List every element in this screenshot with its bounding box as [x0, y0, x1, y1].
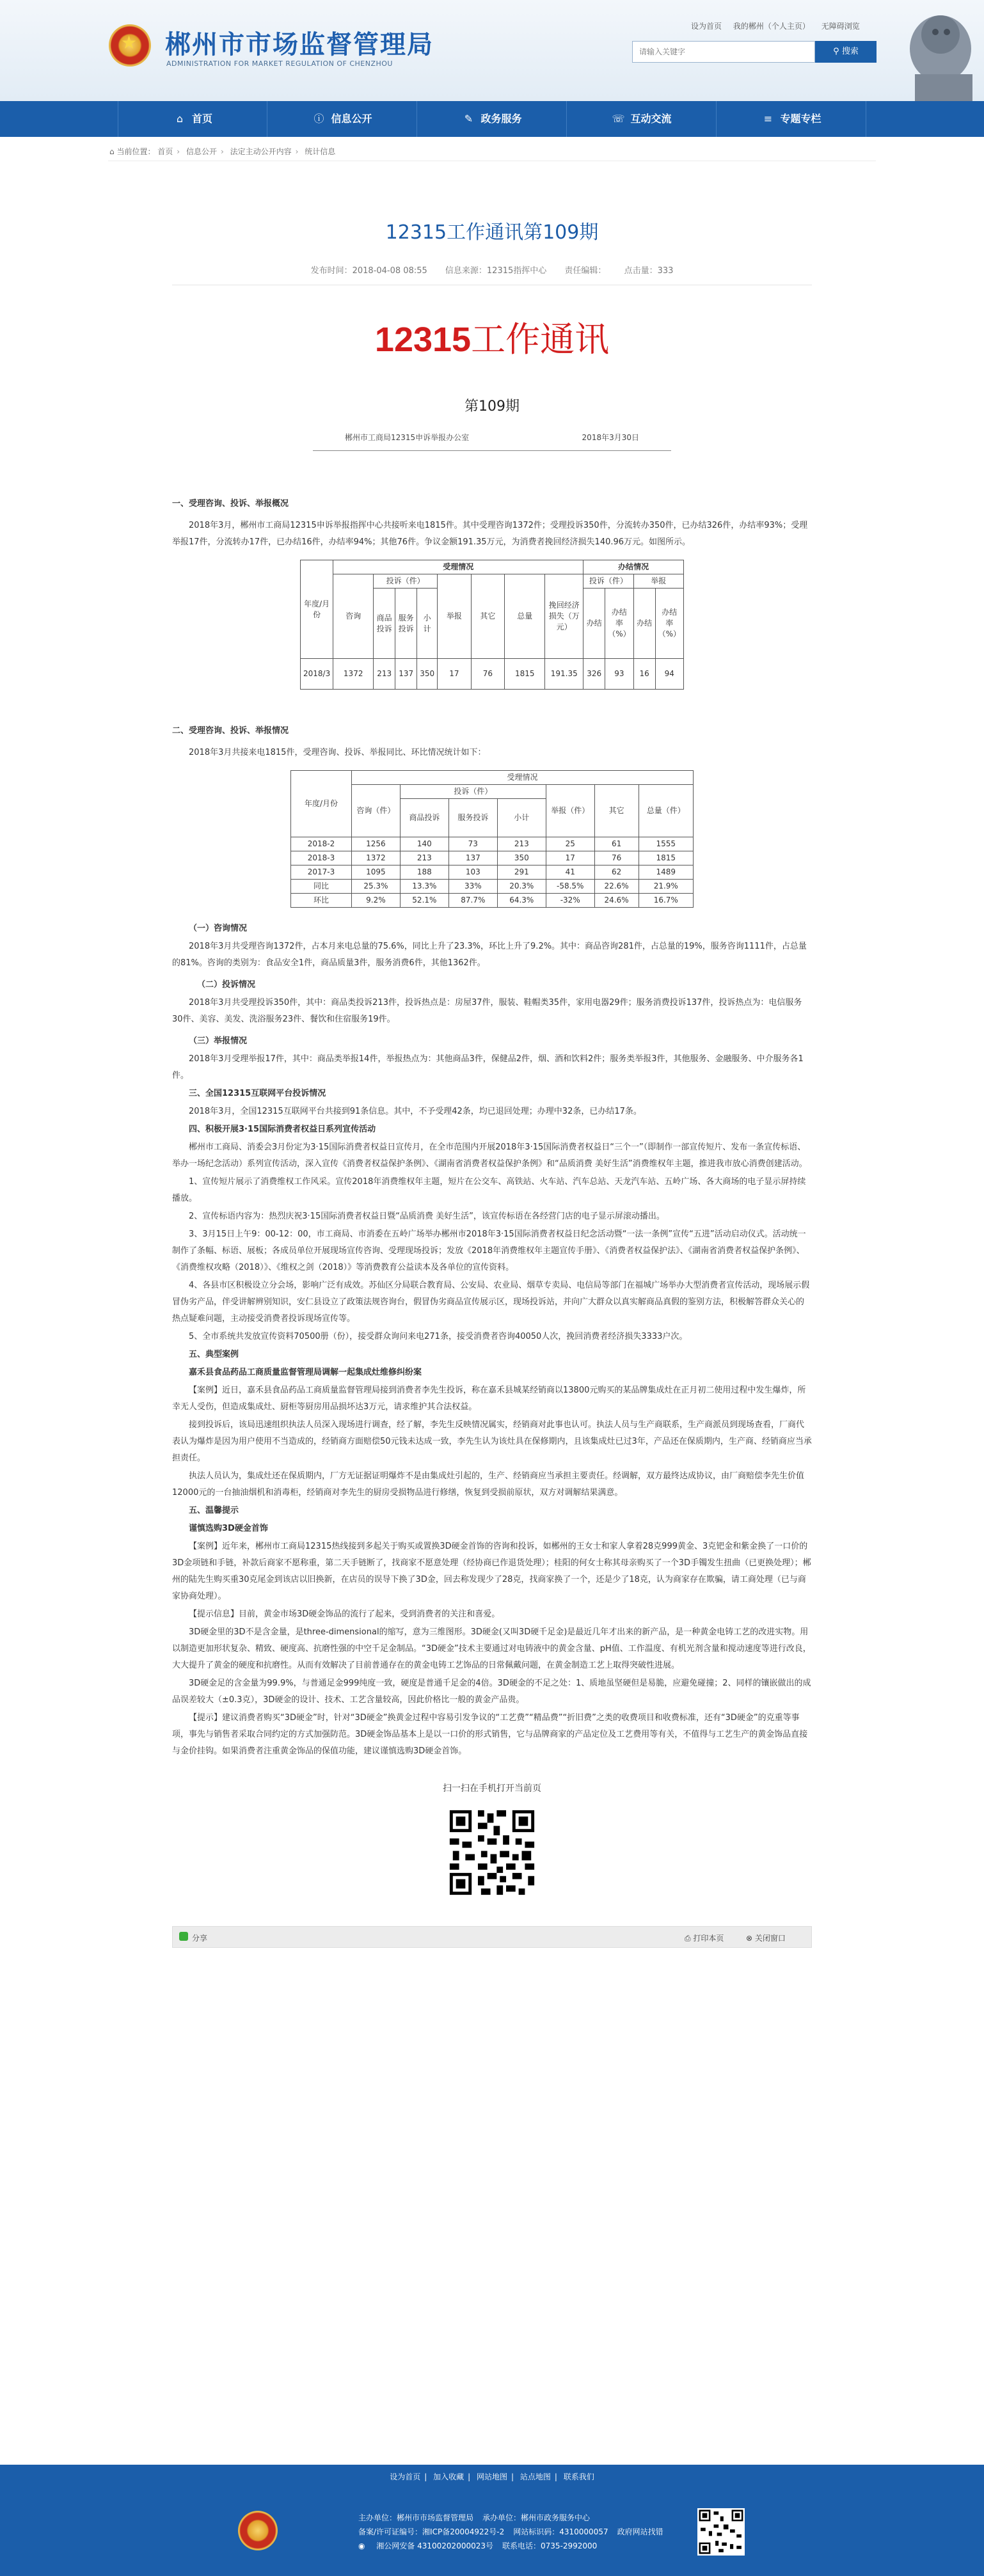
- paragraph: 5、全市系统共发放宣传资料70500册（份），接受群众询问来电271条，接受消费者咨询40050人次，挽回消费者经济损失3333户次。: [189, 1332, 688, 1341]
- tip-title: 谨慎选购3D硬金首饰: [189, 1524, 268, 1533]
- table-cell: 73: [448, 837, 497, 851]
- table-group-header: 受理情况: [351, 771, 693, 785]
- table-cell: 同比: [291, 880, 352, 894]
- printer-icon: ⎙: [685, 1934, 694, 1943]
- paragraph: 2018年3月共接来电1815件，受理咨询、投诉、举报同比、环比情况统计如下：: [189, 748, 486, 757]
- newsletter-number: 12315: [374, 320, 472, 359]
- section-heading: 三、全国12315互联网平台投诉情况: [189, 1089, 326, 1098]
- table-cell: 17: [546, 851, 594, 865]
- table-cell: 350: [417, 659, 438, 690]
- article-title: 12315工作通讯第109期: [385, 221, 599, 244]
- table-cell: 2018-2: [291, 837, 352, 851]
- table-header-cell: 举报: [438, 574, 472, 659]
- paragraph: 2018年3月共受理投诉350件，其中：商品类投诉213件，投诉热点是：房屋37件，服装、鞋帽类35件，家用电器29件；服务消费投诉137件，投诉热点为：电信服务30件、美容、美发、洗浴服务23件、餐饮和住宿服务19件。: [172, 998, 802, 1024]
- table-cell: 64.3%: [497, 894, 546, 908]
- table-header-cell: 办结: [633, 589, 655, 659]
- table-header-cell: 举报（件）: [546, 785, 594, 837]
- print-label: 打印本页: [693, 1934, 724, 1943]
- comparison-table: [290, 770, 694, 908]
- subsection-heading: （一）咨询情况: [189, 924, 248, 933]
- site-subtitle: ADMINISTRATION FOR MARKET REGULATION OF CHENZHOU: [166, 59, 393, 68]
- police-record[interactable]: 湘公网安备 43100202000023号: [376, 2541, 493, 2550]
- summary-table: [300, 560, 684, 690]
- set-homepage-link[interactable]: 设为首页: [691, 22, 722, 31]
- layers-icon: ≡: [763, 113, 773, 125]
- undertaker: 承办单位：郴州市政务服务中心: [482, 2513, 591, 2522]
- nav-interaction-label: 互动交流: [630, 113, 672, 125]
- table-cell: 87.7%: [448, 894, 497, 908]
- my-chenzhou-link[interactable]: 我的郴州（个人主页）: [733, 22, 810, 31]
- table-cell: 1489: [639, 865, 693, 880]
- table-cell: 41: [546, 865, 594, 880]
- section-heading: 二、受理咨询、投诉、举报情况: [172, 726, 289, 736]
- wechat-share-icon[interactable]: [179, 1932, 188, 1941]
- nav-interaction[interactable]: [567, 101, 717, 137]
- nav-topics-label: 专题专栏: [780, 113, 821, 125]
- footer-link[interactable]: 站点地图: [520, 2472, 551, 2481]
- search-input[interactable]: [632, 41, 815, 63]
- breadcrumb-separator: ›: [220, 147, 224, 156]
- article-body: [172, 496, 812, 1760]
- table-header-cell: 服务投诉: [448, 799, 497, 837]
- paragraph: 【提示信息】目前，黄金市场3D硬金饰品的流行了起来，受到消费者的关注和喜爱。: [189, 1609, 500, 1619]
- site-name[interactable]: 郴州市市场监督管理局: [165, 30, 434, 59]
- table-cell: 1815: [505, 659, 545, 690]
- paragraph: 3、3月15日上午9：00-12：00，市工商局、市消委在五岭广场举办郴州市2018年3·15国际消费者权益日纪念活动暨“一法一条例”宣传“五进”活动启动仪式。活动统一制作了条幅、标语、展板；各成员单位开展现场宣传咨询、受理现场投诉；发放《2018年消费维权年主题宣传手册》、《消费者权益保护法》、《湖南省消费者权益保护条例》、《消费维权攻略（2018）》、《维权之剑（2018）》等消费教育公益读本及各单位的宣传资料。: [172, 1229, 806, 1272]
- nav-info-public[interactable]: [267, 101, 417, 137]
- main-nav: [0, 101, 984, 137]
- top-links: [691, 20, 869, 31]
- table-cell: 62: [594, 865, 639, 880]
- table-header-cell: 其它: [471, 574, 505, 659]
- paragraph: 【提示】建议消费者购买“3D硬金”时，针对“3D硬金”换黄金过程中容易引发争议的“工艺费”“精品费”“折旧费”之类的收费项目和收费标准，还有“3D硬金”的克重等事项，事先与销售者采取合同约定的方式加强防范。3D硬金饰品基本上是以一口价的形式销售，它与品牌商家的产品定位及工艺费用等有关，不值得与工艺生产的黄金饰品直接与金价挂钩。如果消费者注重黄金饰品的保值功能，建议谨慎选购3D硬金首饰。: [172, 1713, 808, 1756]
- icp-number[interactable]: 备案/许可证编号：湘ICP备20004922号-2: [358, 2527, 505, 2536]
- close-window-button[interactable]: [746, 1932, 786, 1943]
- paragraph: 2018年3月共受理咨询1372件，占本月来电总量的75.6%，同比上升了23.3%，环比上升了9.2%。其中：商品咨询281件，占总量的19%，服务咨询1111件，占总量的81%。咨询的类别为：食品安全1件，商品质量3件，服务消费6件，其他1362件。: [172, 942, 807, 968]
- share-bar: [172, 1926, 812, 1948]
- table-header-cell: 总量: [505, 574, 545, 659]
- table-header-cell: 小计: [417, 589, 438, 659]
- breadcrumb-item[interactable]: 统计信息: [305, 147, 336, 156]
- table-cell: 22.6%: [594, 880, 639, 894]
- table-header-cell: 商品投诉: [374, 589, 395, 659]
- national-emblem-icon: [109, 24, 151, 67]
- breadcrumb: [108, 146, 876, 161]
- breadcrumb-prefix: 当前位置：: [116, 147, 155, 156]
- view-count: 点击量：333: [624, 266, 674, 276]
- site-code: 网站标识码：4310000057: [513, 2527, 608, 2536]
- close-label: 关闭窗口: [754, 1934, 786, 1943]
- footer-info: [358, 2511, 672, 2553]
- paragraph: 2、宣传标语内容为：热烈庆祝3·15国际消费者权益日暨“品质消费 美好生活”，该宣传标语在各经营门店的电子显示屏滚动播出。: [189, 1212, 665, 1221]
- breadcrumb-item[interactable]: 法定主动公开内容: [230, 147, 292, 156]
- qr-code-icon: [447, 1807, 537, 1898]
- table-cell: 76: [594, 851, 639, 865]
- table-cell: 13.3%: [400, 880, 448, 894]
- police-badge-icon: ◉: [358, 2541, 368, 2550]
- edit-icon: ✎: [464, 113, 473, 125]
- table-cell: 1256: [351, 837, 400, 851]
- table-header-cell: 小计: [497, 799, 546, 837]
- table-cell: 1372: [333, 659, 374, 690]
- table-header-cell: 其它: [594, 785, 639, 837]
- table-cell: 1555: [639, 837, 693, 851]
- table-cell: 2018/3: [301, 659, 333, 690]
- table-cell: 103: [448, 865, 497, 880]
- table-header-year: 年度/月份: [301, 560, 333, 659]
- table-cell: 25.3%: [351, 880, 400, 894]
- table-cell: 17: [438, 659, 472, 690]
- table-cell: 52.1%: [400, 894, 448, 908]
- table-cell: 191.35: [545, 659, 583, 690]
- table-header-cell: 办结: [583, 589, 605, 659]
- table-header-cell: 投诉（件）: [400, 785, 546, 799]
- nav-special-topics[interactable]: [717, 101, 866, 137]
- report-error-link[interactable]: 政府网站找错: [617, 2527, 663, 2536]
- issuer-row: [313, 432, 671, 451]
- table-cell: 61: [594, 837, 639, 851]
- info-icon: ⓘ: [313, 113, 324, 125]
- table-cell: 20.3%: [497, 880, 546, 894]
- table-cell: -58.5%: [546, 880, 594, 894]
- case-title: 嘉禾县食品药品工商质量监督管理局调解一起集成灶维修纠纷案: [189, 1368, 422, 1377]
- search-button-label: 搜索: [841, 47, 859, 56]
- table-cell: 140: [400, 837, 448, 851]
- table-header-cell: 总量（件）: [639, 785, 693, 837]
- table-cell: 9.2%: [351, 894, 400, 908]
- table-cell: 环比: [291, 894, 352, 908]
- paragraph: 1、宣传短片展示了消费维权工作风采。宣传2018年消费维权年主题，短片在公交车、高铁站、火车站、汽车总站、天龙汽车站、五岭广场、各大商场的电子显示屏持续播放。: [172, 1177, 806, 1203]
- section-heading: 五、温馨提示: [189, 1506, 239, 1515]
- table-cell: 1372: [351, 851, 400, 865]
- breadcrumb-item[interactable]: 首页: [157, 147, 173, 156]
- table-cell: 21.9%: [639, 880, 693, 894]
- table-cell: 16: [633, 659, 655, 690]
- chat-icon: ☏: [612, 113, 625, 125]
- table-cell: 24.6%: [594, 894, 639, 908]
- paragraph: 3D硬金里的3D不是含金量，是three-dimensional的缩写，意为三维图形。3D硬金(又叫3D硬千足金)是最近几年才出来的新产品，是一种黄金电铸工艺的改进实物。用以制造更加形状复杂、精致、硬度高、抗磨性强的中空千足金制品。“3D硬金”技术主要通过对电铸液中的黄金含量、pH值、工作温度、有机光剂含量和搅动速度等进行改良，大大提升了黄金的硬度和抗磨性。从而有效解决了目前普通存在的黄金电铸工艺饰品的日常佩戴问题，在黄金制造工艺上取得突破性进展。: [172, 1627, 811, 1670]
- table-cell: 137: [395, 659, 417, 690]
- issuer: 郴州市工商局12315申诉举报办公室: [345, 433, 470, 442]
- table-header-cell: 咨询（件）: [351, 785, 400, 837]
- paragraph: 2018年3月受理举报17件，其中：商品类举报14件，举报热点为：其他商品3件，保健品2件，烟、酒和饮料2件；服务类举报3件，其他服务、金融服务、中介服务各1件。: [172, 1054, 804, 1080]
- close-icon: ⊗: [746, 1934, 755, 1943]
- editor: 责任编辑：: [564, 266, 607, 276]
- table-group-header: 办结情况: [583, 560, 684, 574]
- table-cell: 213: [374, 659, 395, 690]
- location-icon: ⌂: [109, 147, 117, 156]
- publish-time: 发布时间：2018-04-08 08:55: [310, 266, 427, 276]
- nav-service-label: 政务服务: [480, 113, 522, 125]
- table-header-cell: 投诉（件）: [583, 574, 633, 589]
- footer-link[interactable]: 设为首页: [390, 2472, 421, 2481]
- contact-phone: 联系电话：0735-2992000: [502, 2541, 598, 2550]
- paragraph: 接到投诉后，该局迅速组织执法人员深入现场进行调查，经了解，李先生反映情况属实，经销商对此事也认可。执法人员与生产商联系，生产商派员到现场查看，厂商代表认为爆炸是因为用户使用不当造成的，经销商方面赔偿50元钱未达成一致，李先生认为该灶具在保修期内，且该集成灶已过3年，产品还在保质期内，生产商、经销商应当承担责任。: [172, 1420, 812, 1463]
- article-meta: [172, 264, 812, 285]
- accessibility-link[interactable]: 无障碍浏览: [821, 22, 860, 31]
- table-cell: 1815: [639, 851, 693, 865]
- print-page-button[interactable]: [685, 1932, 724, 1943]
- breadcrumb-separator: ›: [177, 147, 180, 156]
- nav-home-label: 首页: [191, 113, 212, 125]
- table-cell: 213: [400, 851, 448, 865]
- info-source: 信息来源：12315指挥中心: [445, 266, 547, 276]
- table-cell: 16.7%: [639, 894, 693, 908]
- nav-home[interactable]: [118, 101, 267, 137]
- share-label: 分享: [192, 1934, 208, 1943]
- table-cell: 350: [497, 851, 546, 865]
- section-heading: 四、积极开展3·15国际消费者权益日系列宣传活动: [189, 1125, 376, 1134]
- table-header-cell: 咨询: [333, 574, 374, 659]
- table-cell: 188: [400, 865, 448, 880]
- newsletter-title: [172, 317, 812, 362]
- table-cell: 137: [448, 851, 497, 865]
- footer-link[interactable]: 联系我们: [563, 2472, 594, 2481]
- site-footer: [0, 2465, 984, 2576]
- home-icon: ⌂: [176, 113, 184, 125]
- site-header: [0, 0, 984, 101]
- qr-caption: 扫一扫在手机打开当前页: [443, 1783, 541, 1794]
- issue-number: 第109期: [464, 399, 520, 415]
- section-heading: 五、典型案例: [189, 1350, 239, 1359]
- table-cell: 25: [546, 837, 594, 851]
- table-header-cell: 年度/月份: [291, 771, 352, 837]
- paragraph: 【案例】近日，嘉禾县食品药品工商质量监督管理局接到消费者李先生投诉，称在嘉禾县城某经销商以13800元购买的某品牌集成灶在正月初二使用过程中发生爆炸，所幸无人受伤，但造成集成灶、厨柜等厨房用品损坏达3万元，请求维护其合法权益。: [172, 1386, 806, 1412]
- footer-qr-code-icon: [697, 2508, 745, 2556]
- subsection-heading: （三）举报情况: [189, 1036, 248, 1046]
- paragraph: 郴州市工商局、消委会3月份定为3·15国际消费者权益日宣传月，在全市范围内开展2018年3·15国际消费者权益日“三个一”（即制作一部宣传短片、发布一条宣传标语、举办一场纪念活动）系列宣传活动，深入宣传《消费者权益保护条例》、《湖南省消费者权益保护条例》和“品质消费 美好生活”消费维权年主题，推进我市放心消费创建活动。: [172, 1142, 807, 1169]
- breadcrumb-item[interactable]: 信息公开: [186, 147, 217, 156]
- table-header-cell: 挽回经济损失（万元）: [545, 574, 583, 659]
- paragraph: 2018年3月，郴州市工商局12315申诉举报指挥中心共接听来电1815件。其中受理咨询1372件；受理投诉350件，分流转办350件，已办结326件，办结率93%；受理举报17件，分流转办17件，已办结16件，办结率94%；其他76件。争议金额191.35万元，为消费者挽回经济损失140.96万元。如图所示。: [172, 521, 808, 547]
- footer-link[interactable]: 网站地图: [476, 2472, 507, 2481]
- section-heading: 一、受理咨询、投诉、举报概况: [172, 499, 289, 509]
- paragraph: 【案例】近年来，郴州市工商局12315热线接到多起关于购买或置换3D硬金首饰的咨询和投诉，如郴州的王女士和家人拿着28克999黄金、3克钯金和紫金换了一口价的3D金项链和手链，补款后商家不愿称重，第二天手链断了，找商家不愿意处理（经协商已作退货处理）；桂阳的何女士称其母亲购买了一个3D手镯发生扭曲（已更换处理）；郴州的陆先生购买重30克尾金到该店以旧换新，在店员的误导下换了3D金，回去称发现少了28克，找商家换了一个，还是少了18克，认为商家存在欺骗，请工商处理（已与商家协商处理）。: [172, 1542, 811, 1601]
- table-group-header: 受理情况: [333, 560, 583, 574]
- paragraph: 3D硬金足的含金量为99.9%，与普通足金999纯度一致，硬度是普通千足金的4倍。3D硬金的不足之处：1、质地虽坚硬但是易脆，应避免碰撞；2、同样的镶嵌做出的成品误差较大（±0.3克），3D硬金的设计、技术、工艺含量较高，因此价格比一般的黄金产品贵。: [172, 1679, 811, 1705]
- qr-section: [172, 1782, 812, 1900]
- table-header-cell: 投诉（件）: [374, 574, 438, 589]
- stone-lion-icon: [896, 4, 984, 101]
- table-header-cell: 办结率（%）: [655, 589, 683, 659]
- nav-gov-service[interactable]: [417, 101, 567, 137]
- table-header-cell: 举报: [633, 574, 683, 589]
- issue-date: 2018年3月30日: [582, 433, 639, 442]
- table-cell: 213: [497, 837, 546, 851]
- breadcrumb-separator: ›: [295, 147, 299, 156]
- party-gov-emblem-icon[interactable]: [238, 2511, 278, 2550]
- table-cell: 2017-3: [291, 865, 352, 880]
- article: [172, 216, 812, 1948]
- footer-link[interactable]: 加入收藏: [433, 2472, 464, 2481]
- table-cell: 94: [655, 659, 683, 690]
- table-cell: 2018-3: [291, 851, 352, 865]
- organizer: 主办单位：郴州市市场监督管理局: [358, 2513, 474, 2522]
- table-cell: 291: [497, 865, 546, 880]
- newsletter-word: 工作通讯: [471, 319, 610, 360]
- table-header-cell: 服务投诉: [395, 589, 417, 659]
- table-cell: 93: [605, 659, 633, 690]
- search-icon: ⚲: [833, 47, 842, 56]
- table-cell: 76: [471, 659, 505, 690]
- paragraph: 2018年3月，全国12315互联网平台共接到91条信息。其中，不予受理42条，均已退回处理；办理中32条，已办结17条。: [189, 1107, 642, 1116]
- table-cell: 326: [583, 659, 605, 690]
- table-cell: 33%: [448, 880, 497, 894]
- table-cell: -32%: [546, 894, 594, 908]
- paragraph: 4、各县市区积极设立分会场，影响广泛有成效。苏仙区分局联合教育局、公安局、农业局、烟草专卖局、电信局等部门在福城广场举办大型消费者宣传活动，现场展示假冒伪劣产品，伴受讲解辨别知识，安仁县设立了政策法规咨询台，假冒伪劣商品宣传展示区，现场投诉站，并向广大群众以真实解商品真假的鉴别方法，积极解答群众关心的热点疑难问题，主动接受消费者投诉现场宣传等。: [172, 1281, 810, 1324]
- search-button[interactable]: [815, 41, 877, 63]
- footer-links: 设为首页 | 加入收藏 | 网站地图 | 站点地图 | 联系我们: [390, 2472, 594, 2481]
- table-header-cell: 商品投诉: [400, 799, 448, 837]
- nav-info-label: 信息公开: [331, 113, 372, 125]
- paragraph: 执法人员认为，集成灶还在保质期内，厂方无证据证明爆炸不是由集成灶引起的，生产、经销商应当承担主要责任。经调解，双方最终达成协议，由厂商赔偿李先生价值12000元的一台抽油烟机和消毒柜，经销商对李先生的厨房受损物品进行修缮，恢复到受损前原状，双方对调解结果满意。: [172, 1471, 805, 1497]
- table-header-cell: 办结率（%）: [605, 589, 633, 659]
- table-cell: 1095: [351, 865, 400, 880]
- subsection-heading: （二）投诉情况: [197, 980, 256, 990]
